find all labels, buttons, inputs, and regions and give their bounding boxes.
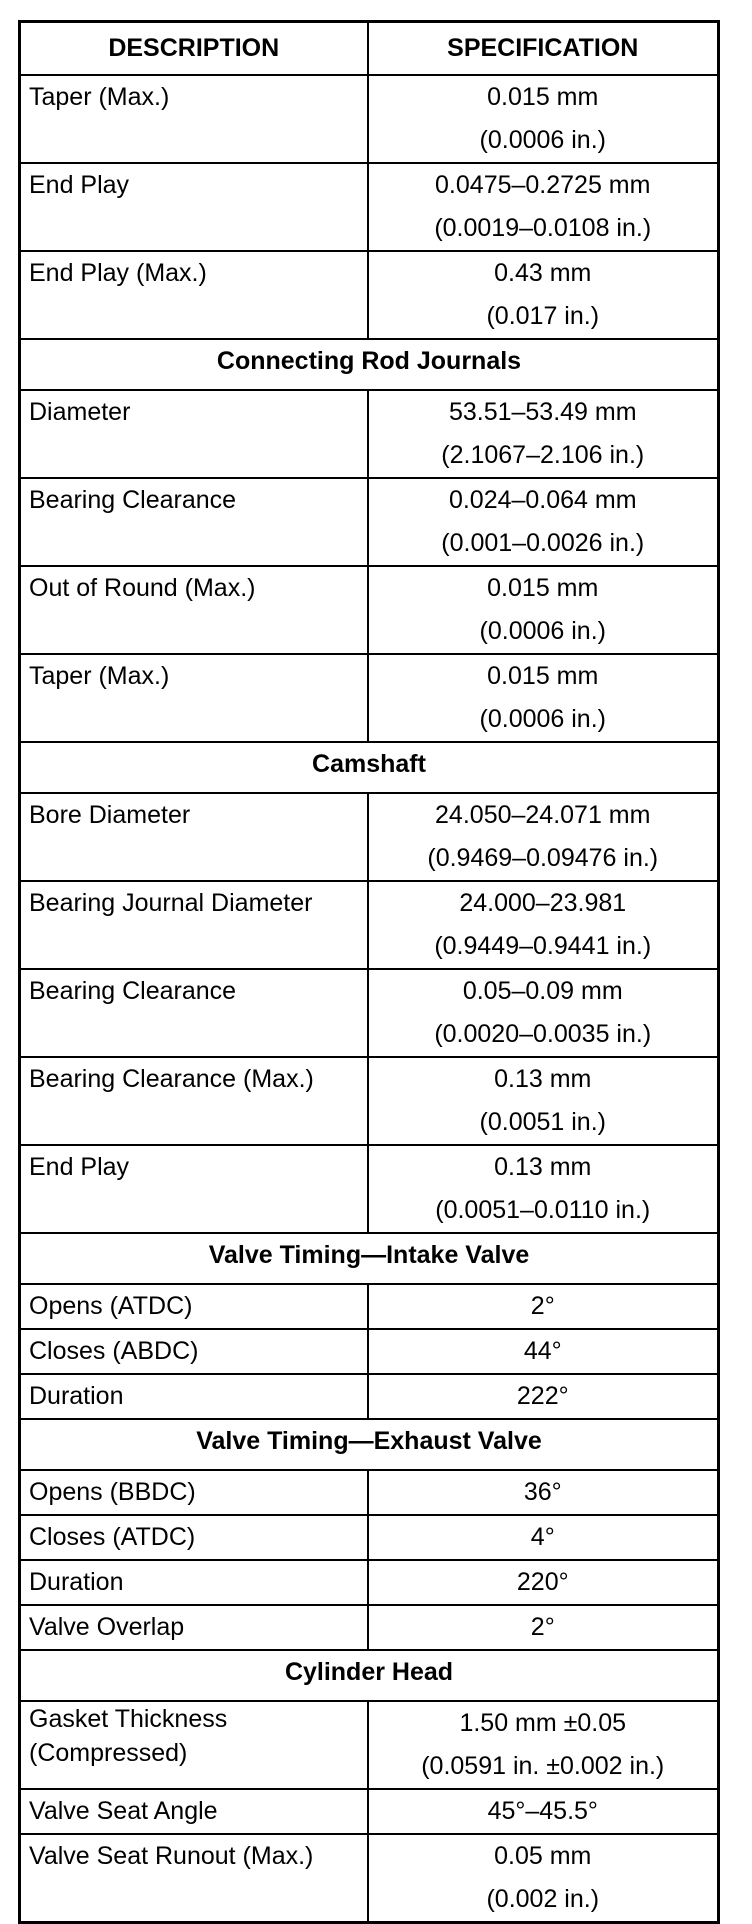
specification-value: 45°–45.5° — [487, 1797, 598, 1825]
description-cell — [20, 478, 368, 566]
specification-value: 4° — [530, 1523, 555, 1551]
description-text: Bore Diameter — [29, 801, 191, 829]
specification-value: 2° — [530, 1292, 555, 1320]
description-cell — [20, 793, 368, 881]
specification-value: (0.001–0.0026 in.) — [441, 529, 645, 557]
specification-table — [18, 20, 720, 1924]
specification-value: 0.43 mm — [494, 259, 592, 287]
specification-cell — [368, 1560, 719, 1605]
specification-value: 0.015 mm — [487, 662, 599, 690]
specification-cell — [368, 75, 719, 163]
description-text: End Play (Max.) — [29, 259, 207, 287]
section-header-row — [20, 1419, 719, 1470]
specification-cell — [368, 566, 719, 654]
specification-value: (0.0019–0.0108 in.) — [434, 214, 652, 242]
description-cell — [20, 1834, 368, 1923]
specification-cell — [368, 163, 719, 251]
description-cell — [20, 1470, 368, 1515]
specification-cell — [368, 1701, 719, 1789]
table-row — [20, 1057, 719, 1145]
table-row — [20, 1560, 719, 1605]
description-text: Duration — [29, 1382, 124, 1410]
description-text: Closes (ATDC) — [29, 1523, 196, 1551]
specification-cell — [368, 1284, 719, 1329]
table-row — [20, 1470, 719, 1515]
specification-value: (0.017 in.) — [486, 302, 600, 330]
table-row — [20, 1701, 719, 1789]
table-row — [20, 1834, 719, 1923]
table-row — [20, 390, 719, 478]
description-cell — [20, 1284, 368, 1329]
specification-value: 44° — [523, 1337, 562, 1365]
specification-cell — [368, 1789, 719, 1834]
table-row — [20, 75, 719, 163]
section-title: Valve Timing—Intake Valve — [20, 1233, 719, 1284]
description-cell — [20, 1515, 368, 1560]
table-row — [20, 969, 719, 1057]
description-text: Out of Round (Max.) — [29, 574, 256, 602]
specification-value: (0.0006 in.) — [479, 617, 606, 645]
description-text: Bearing Clearance — [29, 486, 237, 514]
description-text: Diameter — [29, 398, 131, 426]
section-header-row — [20, 1233, 719, 1284]
description-text: (Compressed) — [29, 1739, 188, 1767]
description-text: Valve Overlap — [29, 1613, 185, 1641]
description-text: Valve Seat Runout (Max.) — [29, 1842, 314, 1870]
table-row — [20, 1789, 719, 1834]
specification-value: (0.0006 in.) — [479, 705, 606, 733]
specification-value: 0.015 mm — [487, 574, 599, 602]
table-row — [20, 1145, 719, 1233]
table-row — [20, 1284, 719, 1329]
specification-value: 0.05–0.09 mm — [462, 977, 623, 1005]
specification-cell — [368, 1374, 719, 1419]
section-title: Valve Timing—Exhaust Valve — [20, 1419, 719, 1470]
description-cell — [20, 75, 368, 163]
description-cell — [20, 163, 368, 251]
description-text: Bearing Clearance (Max.) — [29, 1065, 314, 1093]
description-cell — [20, 881, 368, 969]
table-row — [20, 251, 719, 339]
specification-cell — [368, 654, 719, 742]
specification-cell — [368, 1834, 719, 1923]
section-title: Connecting Rod Journals — [20, 339, 719, 390]
description-cell — [20, 654, 368, 742]
table-row — [20, 1605, 719, 1650]
specification-value: 222° — [516, 1382, 569, 1410]
specification-value: 36° — [523, 1478, 562, 1506]
description-cell — [20, 1701, 368, 1789]
specification-value: 0.05 mm — [494, 1842, 592, 1870]
description-cell — [20, 1789, 368, 1834]
section-title: Cylinder Head — [20, 1650, 719, 1701]
section-header-row — [20, 1650, 719, 1701]
table-row — [20, 654, 719, 742]
description-text: Taper (Max.) — [29, 662, 170, 690]
description-text: Taper (Max.) — [29, 83, 170, 111]
specification-cell — [368, 1057, 719, 1145]
specification-cell — [368, 251, 719, 339]
description-text: Opens (BBDC) — [29, 1478, 196, 1506]
description-cell — [20, 1329, 368, 1374]
description-cell — [20, 1560, 368, 1605]
description-cell — [20, 1145, 368, 1233]
specification-value: (0.0051 in.) — [479, 1108, 606, 1136]
description-text: Bearing Journal Diameter — [29, 889, 313, 917]
section-title: Camshaft — [20, 742, 719, 793]
specification-value: 1.50 mm ±0.05 — [459, 1709, 627, 1737]
specification-value: (0.9469–0.09476 in.) — [427, 844, 659, 872]
specification-value: (0.0051–0.0110 in.) — [435, 1196, 651, 1224]
header-row — [20, 22, 719, 76]
table-row — [20, 1515, 719, 1560]
description-cell — [20, 566, 368, 654]
table-row — [20, 1329, 719, 1374]
description-cell — [20, 969, 368, 1057]
specification-cell — [368, 793, 719, 881]
specification-cell — [368, 969, 719, 1057]
section-header-row — [20, 339, 719, 390]
specification-value: (0.0020–0.0035 in.) — [434, 1020, 652, 1048]
specification-value: (0.9449–0.9441 in.) — [434, 932, 652, 960]
description-text: End Play — [29, 1153, 130, 1181]
specification-cell — [368, 390, 719, 478]
description-text: Opens (ATDC) — [29, 1292, 193, 1320]
section-header-row — [20, 742, 719, 793]
description-text: Closes (ABDC) — [29, 1337, 199, 1365]
description-cell — [20, 1605, 368, 1650]
specification-table-body — [20, 75, 719, 1923]
specification-cell — [368, 1329, 719, 1374]
specification-value: 2° — [530, 1613, 555, 1641]
specification-value: 24.050–24.071 mm — [435, 801, 651, 829]
description-text: End Play — [29, 171, 130, 199]
specification-value: (0.0591 in. ±0.002 in.) — [421, 1752, 665, 1780]
description-text: Gasket Thickness — [29, 1705, 228, 1733]
description-cell — [20, 390, 368, 478]
specification-cell — [368, 478, 719, 566]
specification-value: (0.002 in.) — [486, 1885, 600, 1913]
specification-value: 0.024–0.064 mm — [448, 486, 637, 514]
specification-value: 220° — [516, 1568, 569, 1596]
specification-cell — [368, 1470, 719, 1515]
specification-value: 0.13 mm — [494, 1065, 592, 1093]
specification-cell — [368, 1145, 719, 1233]
description-cell — [20, 1057, 368, 1145]
description-text: Duration — [29, 1568, 124, 1596]
specification-value: 0.0475–0.2725 mm — [435, 171, 651, 199]
specification-value: 53.51–53.49 mm — [448, 398, 637, 426]
specification-cell — [368, 881, 719, 969]
specification-cell — [368, 1515, 719, 1560]
specification-value: 0.13 mm — [494, 1153, 592, 1181]
specification-column-header: SPECIFICATION — [368, 22, 719, 76]
table-row — [20, 793, 719, 881]
table-row — [20, 1374, 719, 1419]
specification-value: (2.1067–2.106 in.) — [441, 441, 645, 469]
description-column-header: DESCRIPTION — [20, 22, 368, 76]
description-text: Bearing Clearance — [29, 977, 237, 1005]
description-cell — [20, 1374, 368, 1419]
description-cell — [20, 251, 368, 339]
specification-value: (0.0006 in.) — [479, 126, 606, 154]
table-row — [20, 881, 719, 969]
specification-cell — [368, 1605, 719, 1650]
specification-value: 24.000–23.981 — [459, 889, 627, 917]
table-row — [20, 478, 719, 566]
specification-value: 0.015 mm — [487, 83, 599, 111]
table-row — [20, 163, 719, 251]
description-text: Valve Seat Angle — [29, 1797, 218, 1825]
table-row — [20, 566, 719, 654]
